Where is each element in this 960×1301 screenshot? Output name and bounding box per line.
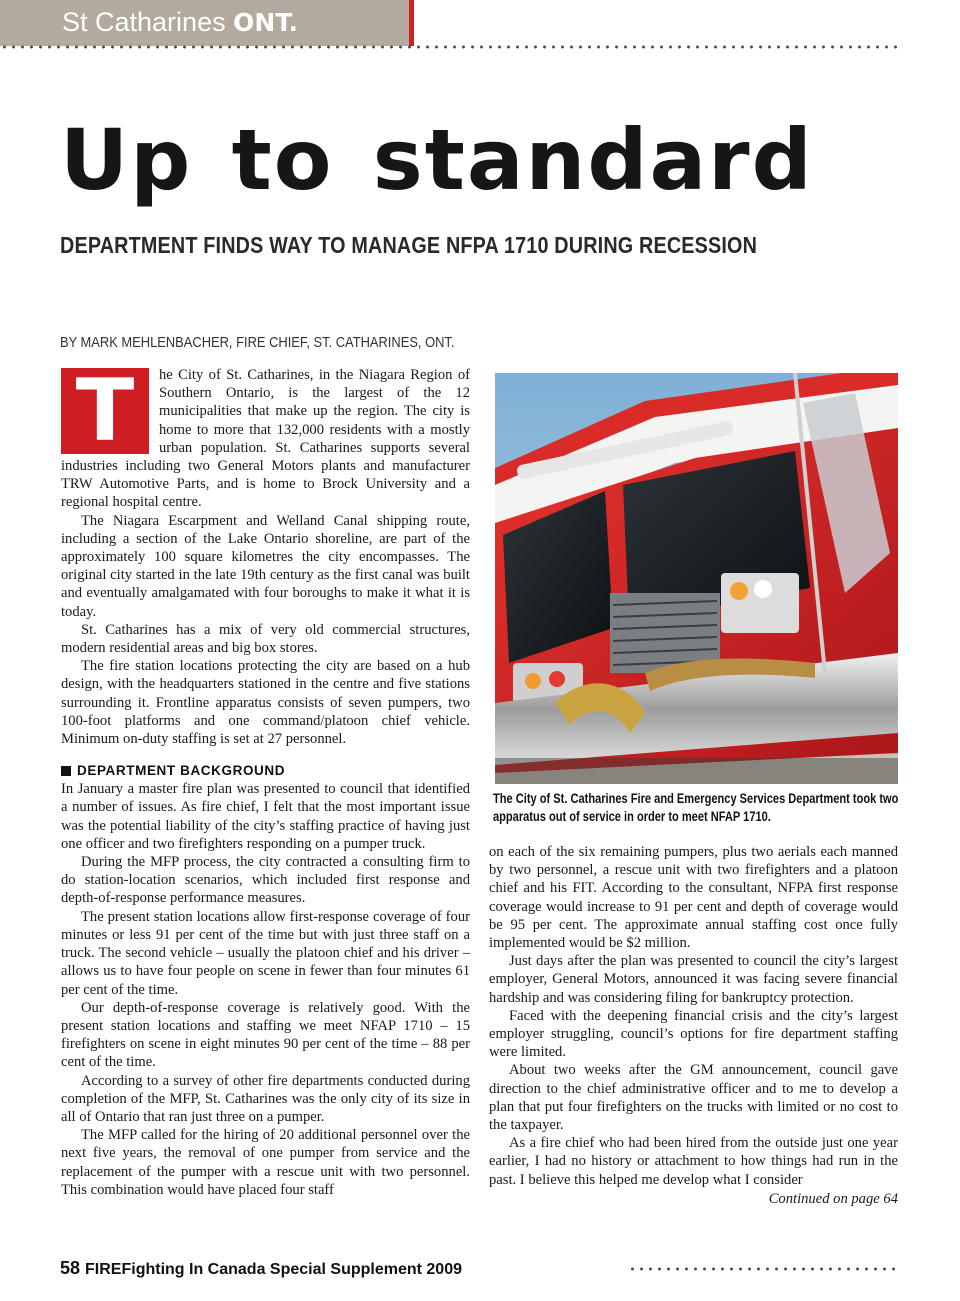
square-bullet-icon	[61, 766, 71, 776]
subhead: DEPARTMENT BACKGROUND	[61, 762, 470, 780]
paragraph: St. Catharines has a mix of very old commercial structures, modern residential areas and big box stores.	[61, 621, 470, 657]
deck: DEPARTMENT FINDS WAY TO MANAGE NFPA 1710 DURING RECESSION	[60, 232, 758, 258]
paragraph: The Niagara Escarpment and Welland Canal shipping route, including a section of the Lake Ontario shoreline, are part of the approximately 100 square kilometres the city encompasses. The original city started in the late 19th century as the first canal was built and eventually amalgamated with four boroughs to make it what it is today.	[61, 512, 470, 620]
fire-truck-photo	[495, 373, 898, 784]
paragraph: Faced with the deepening financial crisis and the city’s largest employer struggling, council’s options for fire department staffing were limited.	[489, 1007, 898, 1061]
paragraph: Our depth-of-response coverage is relatively good. With the present station locations and staffing we meet NFAP 1710 – 15 firefighters on scene in eight minutes 90 per cent of the time – 88 per cent of the time.	[61, 999, 470, 1071]
paragraph: During the MFP process, the city contracted a consulting firm to do station-location scenarios, which included first response and depth-of-response performance measures.	[61, 854, 470, 907]
paragraph: on each of the six remaining pumpers, plus two aerials each manned by two personnel, a rescue unit with two firefighters and a platoon chief and his FIT. According to the consultant, NFPA first response coverage would increase to 91 per cent and depth of coverage would be 95 per cent. The approximate annual staffing cost once fully implemented would be $2 million.	[489, 844, 898, 952]
paragraph: As a fire chief who had been hired from the outside just one year earlier, I had no history or attachment to how things had run in the past. I believe this helped me develop what I consider	[489, 1135, 898, 1188]
headline: Up to standard	[60, 111, 814, 209]
continued-note: Continued on page 64	[768, 1190, 898, 1207]
paragraph: he City of St. Catharines, in the Niagara Region of Southern Ontario, is the largest of the 12 municipalities that make up the region. The city is home to more that 132,000 residents with a mostly urban population. St. Catharines supports several industries including two General Motors plants and manufacturer TRW Automotive Parts, and is home to Brock University and a regional hospital centre.	[61, 367, 470, 511]
paragraph: About two weeks after the GM announcement, council gave direction to the chief administrative officer and to me to develop a plan that put four firefighters on the trucks with limited or no cost to the taxpayer.	[489, 1062, 898, 1134]
page-footer	[60, 1258, 462, 1279]
byline: BY MARK MEHLENBACHER, FIRE CHIEF, ST. CATHARINES, ONT.	[60, 334, 455, 351]
article-column-right	[489, 843, 898, 1208]
paragraph: According to a survey of other fire departments conducted during completion of the MFP, St. Catharines was the only city of its size in all of Ontario that ran just three on a pumper.	[61, 1072, 470, 1125]
dotted-rule-top	[0, 44, 900, 50]
section-label: St Catharines ONT.	[62, 7, 299, 37]
publication-name: FIREFighting In Canada Special Supplement 2009	[85, 1261, 462, 1278]
dotted-rule-bottom	[628, 1266, 900, 1272]
drop-cap: T	[61, 368, 149, 454]
paragraph: The fire station locations protecting the city are based on a hub design, with the headquarters stationed in the centre and five stations surrounding it. Frontline apparatus consists of seven pumpers, two 100-foot platforms and one command/platoon chief vehicle. Minimum on-duty staffing is set at 27 personnel.	[61, 658, 470, 748]
paragraph: The MFP called for the hiring of 20 additional personnel over the next five years, the removal of one pumper from service and the replacement of the pumper with a rescue unit with two personnel. This combination would have placed four staff	[61, 1127, 470, 1198]
paragraph: Just days after the plan was presented to council the city’s largest employer, General Motors, announced it was facing severe financial hardship and was considering filing for bankruptcy protection.	[489, 953, 898, 1006]
paragraph: The present station locations allow first-response coverage of four minutes or less 91 per cent of the time but with just three staff on a truck. The second vehicle – usually the platoon chief and his driver – allows us to have four people on scene in fewer than four minutes 61 per cent of the time.	[61, 908, 470, 998]
page-number: 58	[60, 1258, 81, 1278]
section-tab	[0, 0, 414, 46]
article-column-left	[61, 361, 470, 1199]
photo-caption: The City of St. Catharines Fire and Emergency Services Department took two apparatus out of service in order to meet NFAP 1710.	[493, 791, 899, 824]
paragraph: In January a master fire plan was presented to council that identified a number of issues. As fire chief, I felt that the most important issue was the potential liability of the city’s staffing practice of having just one officer and two firefighters responding on a pumper truck.	[61, 781, 470, 852]
